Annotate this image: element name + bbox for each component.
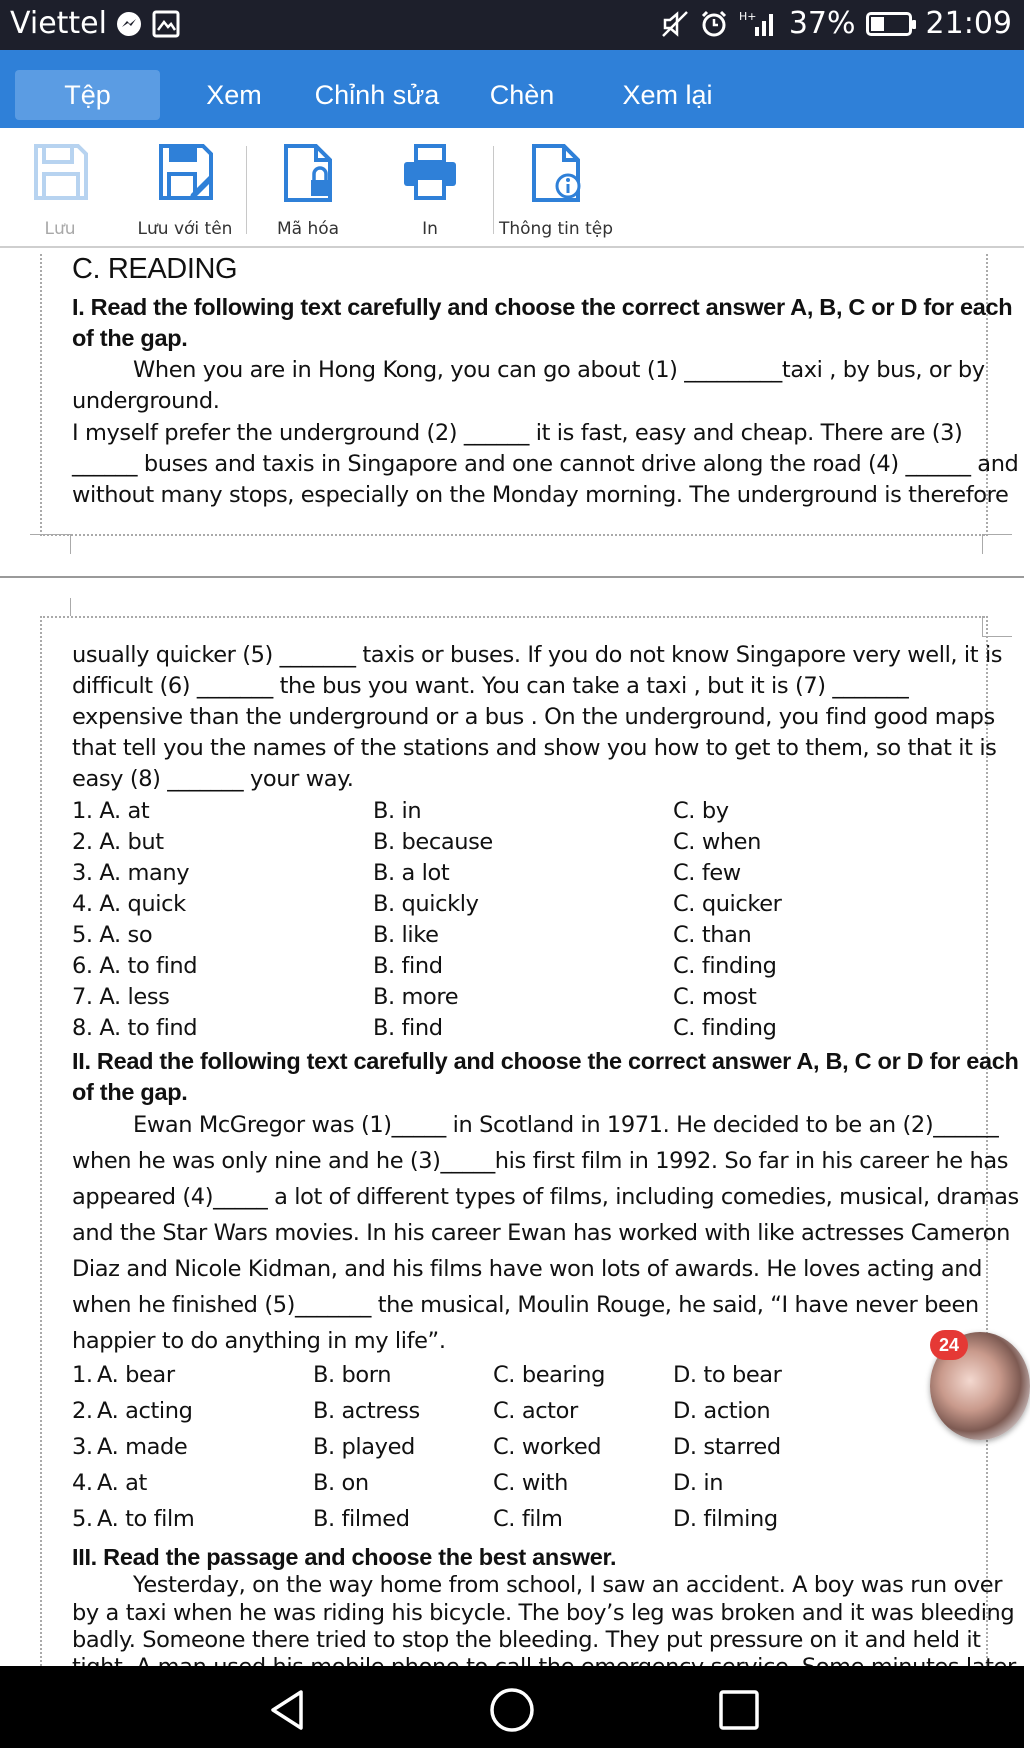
option-b: B. find	[373, 1015, 443, 1041]
lock-file-icon	[278, 142, 338, 202]
battery-fill	[871, 17, 884, 31]
status-bar	[0, 0, 1024, 50]
option-c: C. actor	[493, 1398, 578, 1424]
option-c: C. worked	[493, 1434, 602, 1460]
passage-line: expensive than the underground or a bus . On the underground, you find good maps	[72, 704, 995, 730]
save-as-label: Lưu với tên	[137, 219, 233, 239]
file-info-button[interactable]	[494, 142, 618, 239]
crop-mark	[982, 636, 1012, 637]
option-c: C. when	[673, 829, 761, 855]
clock: 21:09	[925, 6, 1012, 41]
option-a: 2. A. but	[72, 829, 164, 855]
option-a: 5. A. so	[72, 922, 153, 948]
alarm-icon	[699, 9, 729, 39]
option-a: 4. A. quick	[72, 891, 186, 917]
question-number: 3.	[72, 1434, 93, 1460]
option-d: D. in	[673, 1470, 724, 1496]
encrypt-button[interactable]	[248, 142, 368, 239]
option-a: 8. A. to find	[72, 1015, 198, 1041]
option-b: B. quickly	[373, 891, 479, 917]
page-break-line	[0, 576, 1024, 578]
option-b: B. played	[313, 1434, 415, 1460]
save-button[interactable]	[0, 142, 120, 239]
option-a: 3. A. many	[72, 860, 190, 886]
print-button[interactable]	[370, 142, 490, 239]
crop-mark	[982, 616, 983, 636]
question-number: 2.	[72, 1398, 93, 1424]
save-icon	[30, 142, 90, 202]
option-b: B. filmed	[313, 1506, 410, 1532]
crop-mark	[70, 598, 71, 616]
passage-line: by a taxi when he was riding his bicycle. The boy’s leg was broken and it was bleeding	[72, 1600, 1015, 1626]
crop-mark	[982, 534, 1012, 535]
option-c: C. bearing	[493, 1362, 605, 1388]
option-c: C. few	[673, 860, 741, 886]
back-icon[interactable]	[263, 1686, 311, 1734]
crop-mark	[70, 534, 71, 554]
battery-icon	[866, 12, 912, 36]
passage-line: badly. Someone there tried to stop the bleeding. They put pressure on it and held it	[72, 1627, 981, 1653]
passage-line: when he was only nine and he (3)_____his first film in 1992. So far in his career he has	[72, 1148, 1009, 1174]
option-a: A. bear	[97, 1362, 175, 1388]
option-a: A. at	[97, 1470, 147, 1496]
printer-icon	[400, 142, 460, 202]
option-a: A. made	[97, 1434, 188, 1460]
option-c: C. finding	[673, 1015, 777, 1041]
messenger-icon	[115, 10, 143, 38]
option-a: 1. A. at	[72, 798, 150, 824]
passage-line: Ewan McGregor was (1)_____ in Scotland in 1971. He decided to be an (2)______	[133, 1112, 999, 1138]
mute-icon	[661, 9, 689, 39]
option-a: 6. A. to find	[72, 953, 198, 979]
section-title: C. READING	[72, 253, 238, 285]
passage-line: appeared (4)_____ a lot of different types of films, including comedies, musical, dramas	[72, 1184, 1019, 1210]
signal-icon	[739, 9, 779, 39]
option-d: D. action	[673, 1398, 771, 1424]
file-toolbar	[0, 128, 1024, 248]
notification-badge: 24	[930, 1330, 968, 1360]
tab-edit[interactable]: Chỉnh sửa	[314, 80, 440, 110]
tab-review[interactable]: Xem lại	[622, 80, 713, 110]
system-nav-bar	[0, 1666, 1024, 1748]
passage-line: that tell you the names of the stations and show you how to get to them, so that it is	[72, 735, 997, 761]
part2-heading: II. Read the following text carefully and choose the correct answer A, B, C or D for each	[72, 1048, 1019, 1074]
option-c: C. finding	[673, 953, 777, 979]
part3-heading: III. Read the passage and choose the best answer.	[72, 1544, 617, 1570]
option-a: 7. A. less	[72, 984, 170, 1010]
network-type: H+	[738, 9, 757, 23]
passage-line: Diaz and Nicole Kidman, and his films have won lots of awards. He loves acting and	[72, 1256, 982, 1282]
crop-mark	[982, 534, 983, 554]
option-b: B. a lot	[373, 860, 450, 886]
part2-heading-cont: of the gap.	[72, 1079, 188, 1105]
home-icon[interactable]	[488, 1686, 536, 1734]
option-c: C. film	[493, 1506, 563, 1532]
tab-view[interactable]: Xem	[206, 80, 262, 110]
passage-line: and the Star Wars movies. In his career Ewan has worked with like actresses Cameron	[72, 1220, 1010, 1246]
ribbon-tab-bar	[0, 50, 1024, 128]
passage-line: ______ buses and taxis in Singapore and one cannot drive along the road (4) ______ and	[72, 451, 1019, 477]
save-as-icon	[155, 142, 215, 202]
passage-line: I myself prefer the underground (2) ______ it is fast, easy and cheap. There are (3)	[72, 420, 963, 446]
option-b: B. on	[313, 1470, 369, 1496]
option-b: B. find	[373, 953, 443, 979]
passage-line: easy (8) _______ your way.	[72, 766, 354, 792]
option-d: D. filming	[673, 1506, 778, 1532]
question-number: 4.	[72, 1470, 93, 1496]
file-info-label: Thông tin tệp	[498, 219, 613, 239]
recent-apps-icon[interactable]	[715, 1686, 763, 1734]
passage-line: when he finished (5)_______ the musical, Moulin Rouge, he said, “I have never been	[72, 1292, 979, 1318]
option-c: C. quicker	[673, 891, 782, 917]
passage-line: difficult (6) _______ the bus you want. You can take a taxi , but it is (7) _______	[72, 673, 909, 699]
passage-line: happier to do anything in my life”.	[72, 1328, 446, 1354]
part1-heading-cont: of the gap.	[72, 325, 188, 351]
tab-insert[interactable]: Chèn	[489, 80, 555, 110]
option-a: A. acting	[97, 1398, 193, 1424]
option-b: B. born	[313, 1362, 392, 1388]
print-label: In	[422, 219, 438, 239]
passage-line: usually quicker (5) _______ taxis or buses. If you do not know Singapore very well, it is	[72, 642, 1003, 668]
option-a: A. to film	[97, 1506, 195, 1532]
carrier-name: Viettel	[10, 6, 107, 41]
option-d: D. to bear	[673, 1362, 782, 1388]
passage-line: without many stops, especially on the Monday morning. The underground is therefore	[72, 482, 1009, 508]
battery-percent: 37%	[788, 6, 856, 41]
option-b: B. more	[373, 984, 459, 1010]
save-label: Lưu	[44, 219, 76, 239]
option-b: B. in	[373, 798, 422, 824]
part1-heading: I. Read the following text carefully and choose the correct answer A, B, C or D for each	[72, 294, 1013, 320]
gallery-icon	[151, 9, 181, 39]
option-c: C. with	[493, 1470, 568, 1496]
option-c: C. than	[673, 922, 752, 948]
tab-file[interactable]: Tệp	[15, 70, 160, 120]
passage-line: When you are in Hong Kong, you can go about (1) _________taxi , by bus, or by	[133, 357, 985, 383]
option-d: D. starred	[673, 1434, 781, 1460]
crop-mark	[30, 534, 70, 535]
file-info-icon	[526, 142, 586, 202]
question-number: 1.	[72, 1362, 93, 1388]
toolbar-divider	[246, 146, 247, 234]
question-number: 5.	[72, 1506, 93, 1532]
document-view[interactable]	[0, 248, 1024, 1666]
save-as-button[interactable]	[125, 142, 245, 239]
passage-line: Yesterday, on the way home from school, I saw an accident. A boy was run over	[133, 1572, 1003, 1598]
option-b: B. like	[373, 922, 439, 948]
option-b: B. actress	[313, 1398, 420, 1424]
option-c: C. by	[673, 798, 729, 824]
passage-line: underground.	[72, 388, 220, 414]
option-c: C. most	[673, 984, 757, 1010]
option-b: B. because	[373, 829, 493, 855]
encrypt-label: Mã hóa	[276, 219, 340, 239]
